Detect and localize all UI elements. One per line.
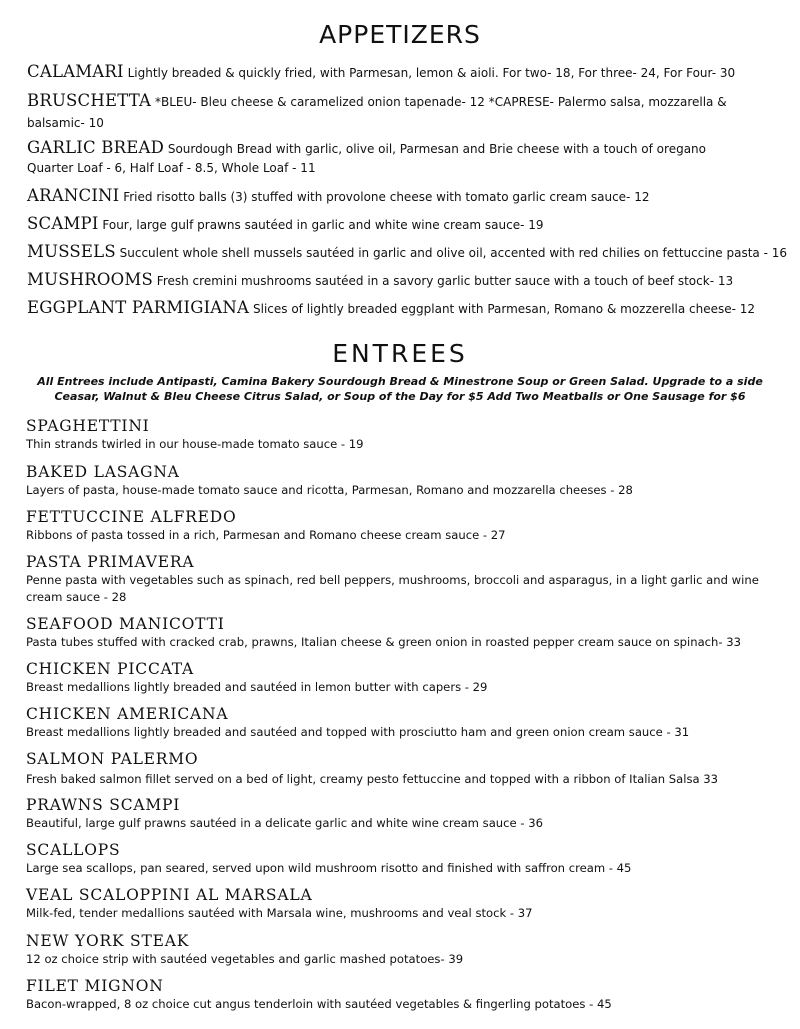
appetizer-desc: Fried risotto balls (3) stuffed with provolone cheese with tomato garlic cream sauce- 12 bbox=[119, 190, 650, 204]
entree-name: CHICKEN PICCATA bbox=[26, 660, 195, 678]
appetizer-item bbox=[27, 90, 787, 134]
entree-desc: Penne pasta with vegetables such as spinach, red bell peppers, mushrooms, broccoli and asparagus, in a light garlic and wine cream sauce - 28 bbox=[26, 573, 759, 604]
entree-desc: Large sea scallops, pan seared, served upon wild mushroom risotto and finished with saffron cream - 45 bbox=[26, 861, 632, 875]
entrees-heading: ENTREES bbox=[332, 339, 468, 368]
appetizer-item bbox=[27, 138, 787, 178]
entree-name: PRAWNS SCAMPI bbox=[26, 796, 181, 814]
entree-name: PASTA PRIMAVERA bbox=[26, 553, 195, 571]
entree-item bbox=[26, 795, 786, 832]
entrees-note: All Entrees include Antipasti, Camina Bakery Sourdough Bread & Minestrone Soup or Green Salad. Upgrade to a side Ceasar, Walnut & Bleu Cheese Citrus Salad, or Soup of the Day for $5 Add Two Meatballs or One Sausage for $6 bbox=[37, 375, 763, 403]
entree-desc: Breast medallions lightly breaded and sautéed and topped with prosciutto ham and green onion cream sauce - 31 bbox=[26, 725, 690, 739]
appetizer-item bbox=[27, 62, 787, 83]
entree-name: CHICKEN AMERICANA bbox=[26, 705, 229, 723]
entree-name: BAKED LASAGNA bbox=[26, 463, 180, 481]
entree-name: SALMON PALERMO bbox=[26, 750, 199, 768]
entree-item bbox=[26, 931, 786, 968]
entree-item bbox=[26, 416, 786, 453]
appetizer-name: CALAMARI bbox=[27, 62, 124, 81]
appetizer-item bbox=[27, 186, 787, 207]
appetizer-name: ARANCINI bbox=[27, 186, 120, 205]
appetizer-name: BRUSCHETTA bbox=[27, 91, 152, 110]
appetizer-desc: *BLEU- Bleu cheese & caramelized onion tapenade- 12 *CAPRESE- Palermo salsa, mozzarella & balsamic- 10 bbox=[27, 95, 727, 130]
entree-item bbox=[26, 462, 786, 499]
entree-desc: Layers of pasta, house-made tomato sauce and ricotta, Parmesan, Romano and mozzarella cheeses - 28 bbox=[26, 483, 633, 497]
entree-name: VEAL SCALOPPINI AL MARSALA bbox=[26, 886, 313, 904]
appetizer-desc: Sourdough Bread with garlic, olive oil, Parmesan and Brie cheese with a touch of oregano bbox=[164, 142, 706, 156]
appetizer-desc: Lightly breaded & quickly fried, with Parmesan, lemon & aioli. For two- 18, For three- 24, For Four- 30 bbox=[123, 66, 736, 80]
appetizer-name: EGGPLANT PARMIGIANA bbox=[27, 298, 250, 317]
entree-desc: Thin strands twirled in our house-made tomato sauce - 19 bbox=[26, 437, 364, 451]
appetizer-name: GARLIC BREAD bbox=[27, 138, 165, 157]
entree-name: SEAFOOD MANICOTTI bbox=[26, 615, 225, 633]
appetizer-desc-prices: Quarter Loaf - 6, Half Loaf - 8.5, Whole Loaf - 11 bbox=[27, 161, 316, 175]
entree-item bbox=[26, 659, 786, 696]
entree-name: NEW YORK STEAK bbox=[26, 932, 190, 950]
appetizer-desc: Slices of lightly breaded eggplant with Parmesan, Romano & mozzerella cheese- 12 bbox=[249, 302, 756, 316]
entree-name: SPAGHETTINI bbox=[26, 417, 150, 435]
entree-desc: 12 oz choice strip with sautéed vegetables and garlic mashed potatoes- 39 bbox=[26, 952, 464, 966]
appetizer-desc: Succulent whole shell mussels sautéed in garlic and olive oil, accented with red chilies on fettuccine pasta - 16 bbox=[115, 246, 787, 260]
entree-desc: Breast medallions lightly breaded and sautéed in lemon butter with capers - 29 bbox=[26, 680, 488, 694]
entree-item bbox=[26, 704, 786, 741]
entree-desc: Bacon-wrapped, 8 oz choice cut angus tenderloin with sautéed vegetables & fingerling potatoes - 45 bbox=[26, 997, 612, 1011]
appetizer-desc: Fresh cremini mushrooms sautéed in a savory garlic butter sauce with a touch of beef stock- 13 bbox=[152, 274, 734, 288]
entree-desc: Fresh baked salmon fillet served on a bed of light, creamy pesto fettuccine and topped with a ribbon of Italian Salsa 33 bbox=[26, 772, 719, 786]
appetizer-name: SCAMPI bbox=[27, 214, 99, 233]
entree-name: SCALLOPS bbox=[26, 841, 121, 859]
entree-item bbox=[26, 840, 786, 877]
entree-desc: Milk-fed, tender medallions sautéed with Marsala wine, mushrooms and veal stock - 37 bbox=[26, 906, 533, 920]
entree-desc: Pasta tubes stuffed with cracked crab, prawns, Italian cheese & green onion in roasted pepper cream sauce on spinach- 33 bbox=[26, 635, 742, 649]
entree-item bbox=[26, 614, 786, 651]
entree-name: FILET MIGNON bbox=[26, 977, 164, 995]
entree-desc: Ribbons of pasta tossed in a rich, Parmesan and Romano cheese cream sauce - 27 bbox=[26, 528, 506, 542]
entree-name: FETTUCCINE ALFREDO bbox=[26, 508, 237, 526]
appetizer-item bbox=[27, 298, 787, 319]
appetizer-item bbox=[27, 242, 787, 263]
entree-item bbox=[26, 885, 786, 922]
appetizer-item bbox=[27, 214, 787, 235]
entree-item bbox=[26, 749, 786, 788]
appetizer-name: MUSHROOMS bbox=[27, 270, 153, 289]
appetizer-desc: Four, large gulf prawns sautéed in garlic and white wine cream sauce- 19 bbox=[98, 218, 544, 232]
appetizers-heading: APPETIZERS bbox=[319, 20, 481, 49]
entree-desc: Beautiful, large gulf prawns sautéed in a delicate garlic and white wine cream sauce - 36 bbox=[26, 816, 543, 830]
appetizer-item bbox=[27, 270, 787, 291]
entree-item bbox=[26, 552, 786, 606]
entree-item bbox=[26, 976, 786, 1013]
appetizer-name: MUSSELS bbox=[27, 242, 116, 261]
entree-item bbox=[26, 507, 786, 544]
